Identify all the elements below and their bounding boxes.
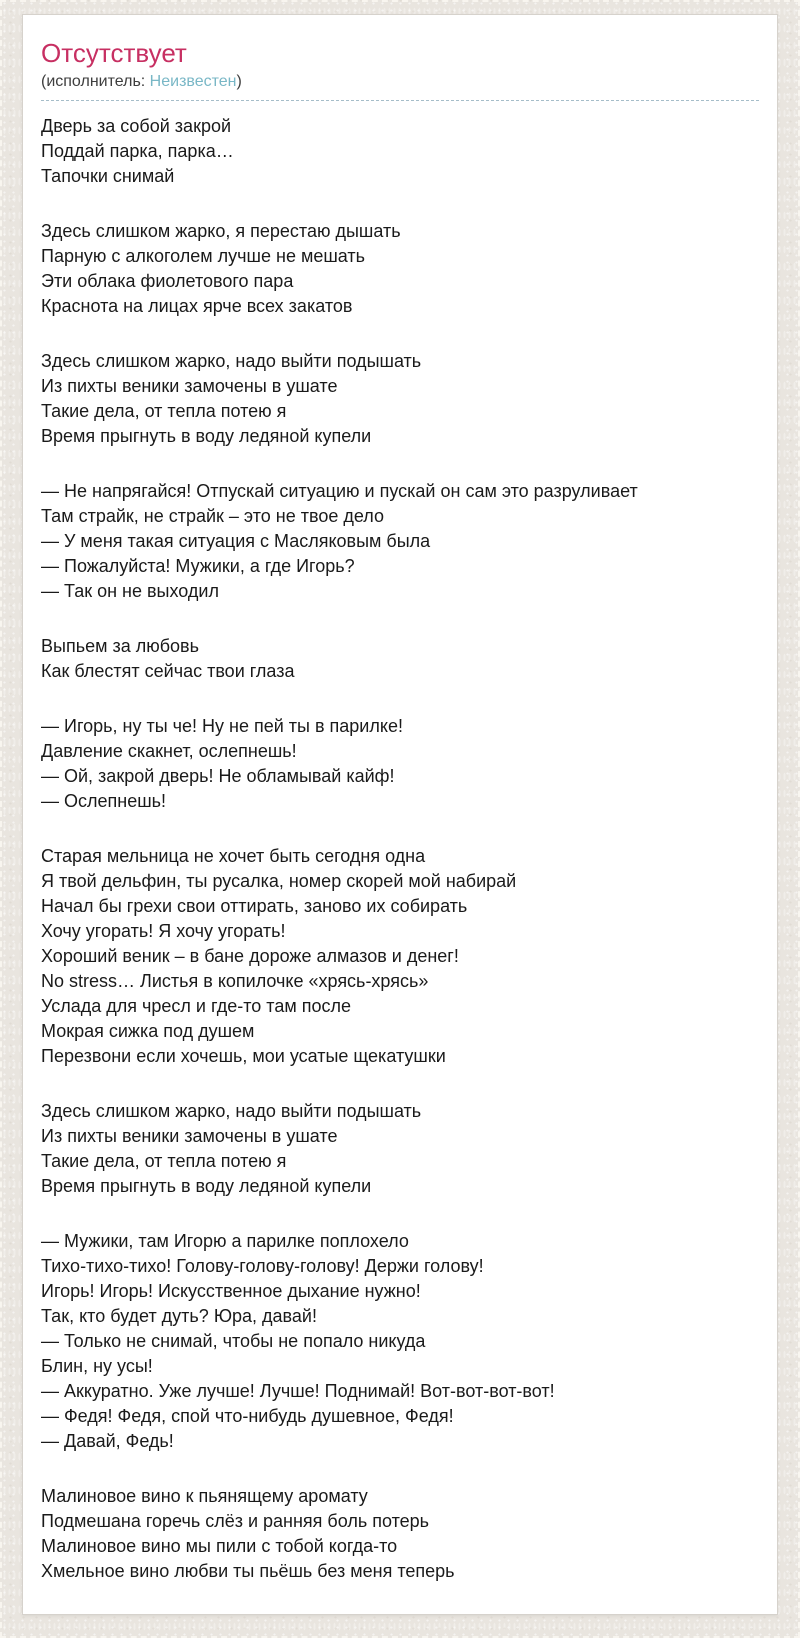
lyric-line: Выпьем за любовь	[41, 636, 199, 656]
lyric-line: Здесь слишком жарко, надо выйти подышать	[41, 1101, 422, 1121]
lyric-line: Малиновое вино мы пили с тобой когда-то	[41, 1536, 398, 1556]
stanza	[41, 714, 759, 814]
lyric-line: Так, кто будет дуть? Юра, давай!	[41, 1306, 317, 1326]
lyric-line: Хороший веник – в бане дороже алмазов и денег!	[41, 946, 459, 966]
lyric-line: Здесь слишком жарко, надо выйти подышать	[41, 351, 422, 371]
stanza	[41, 1099, 759, 1199]
lyric-line: Здесь слишком жарко, я перестаю дышать	[41, 221, 401, 241]
stanza	[41, 219, 759, 319]
lyric-line: Перезвони если хочешь, мои усатые щекатушки	[41, 1046, 446, 1066]
lyric-line: Давление скакнет, ослепнешь!	[41, 741, 297, 761]
lyric-line: Из пихты веники замочены в ушате	[41, 376, 338, 396]
header	[23, 15, 777, 101]
stanza	[41, 479, 759, 604]
artist-link[interactable]: Неизвестен	[149, 73, 237, 90]
lyric-line: — Давай, Федь!	[41, 1431, 174, 1451]
lyric-line: Эти облака фиолетового пара	[41, 271, 294, 291]
lyric-line: — Не напрягайся! Отпускай ситуацию и пускай он сам это разруливает	[41, 481, 638, 501]
lyric-line: Такие дела, от тепла потею я	[41, 1151, 287, 1171]
header-divider	[41, 38, 759, 101]
lyric-line: — Ой, закрой дверь! Не обламывай кайф!	[41, 766, 395, 786]
lyric-line: Поддай парка, парка…	[41, 141, 234, 161]
stanza	[41, 844, 759, 1069]
lyric-line: Краснота на лицах ярче всех закатов	[41, 296, 353, 316]
lyric-line: Блин, ну усы!	[41, 1356, 153, 1376]
lyrics	[23, 101, 777, 1609]
lyric-line: Старая мельница не хочет быть сегодня одна	[41, 846, 426, 866]
lyric-line: — Аккуратно. Уже лучше! Лучше! Поднимай! Вот-вот-вот-вот!	[41, 1381, 555, 1401]
lyric-line: No stress… Листья в копилочке «хрясь-хрясь»	[41, 971, 429, 991]
lyric-line: Тихо-тихо-тихо! Голову-голову-голову! Держи голову!	[41, 1256, 484, 1276]
lyric-line: Как блестят сейчас твои глаза	[41, 661, 295, 681]
stanza	[41, 1229, 759, 1454]
lyric-line: — У меня такая ситуация с Масляковым была	[41, 531, 431, 551]
lyric-line: — Так он не выходил	[41, 581, 219, 601]
lyric-line: Подмешана горечь слёз и ранняя боль потерь	[41, 1511, 430, 1531]
lyric-line: Время прыгнуть в воду ледяной купели	[41, 1176, 372, 1196]
stanza	[41, 349, 759, 449]
lyric-line: Мокрая сижка под душем	[41, 1021, 255, 1041]
stanza	[41, 114, 759, 189]
lyric-line: Там страйк, не страйк – это не твое дело	[41, 506, 384, 526]
lyric-line: Тапочки снимай	[41, 166, 175, 186]
lyric-line: Такие дела, от тепла потею я	[41, 401, 287, 421]
lyric-line: Начал бы грехи свои оттирать, заново их собирать	[41, 896, 468, 916]
song-title: Отсутствует	[41, 38, 187, 68]
lyric-line: Парную с алкоголем лучше не мешать	[41, 246, 366, 266]
lyric-line: Услада для чресл и где-то там после	[41, 996, 351, 1016]
lyrics-card	[22, 14, 778, 1615]
lyric-line: — Только не снимай, чтобы не попало никуда	[41, 1331, 426, 1351]
lyric-line: Из пихты веники замочены в ушате	[41, 1126, 338, 1146]
lyric-line: — Ослепнешь!	[41, 791, 167, 811]
performer-line	[41, 71, 759, 93]
lyric-line: — Игорь, ну ты че! Ну не пей ты в парилке!	[41, 716, 403, 736]
lyric-line: Хмельное вино любви ты пьёшь без меня теперь	[41, 1561, 455, 1581]
lyric-line: — Мужики, там Игорю а парилке поплохело	[41, 1231, 409, 1251]
lyric-line: Время прыгнуть в воду ледяной купели	[41, 426, 372, 446]
lyric-line: Хочу угорать! Я хочу угорать!	[41, 921, 286, 941]
lyric-line: Игорь! Игорь! Искусственное дыхание нужно!	[41, 1281, 421, 1301]
lyric-line: Я твой дельфин, ты русалка, номер скорей мой набирай	[41, 871, 517, 891]
performer-label: (исполнитель:	[41, 73, 150, 90]
stanza	[41, 1484, 759, 1584]
lyric-line: — Пожалуйста! Мужики, а где Игорь?	[41, 556, 355, 576]
lyric-line: Малиновое вино к пьянящему аромату	[41, 1486, 368, 1506]
lyric-line: — Федя! Федя, спой что-нибудь душевное, Федя!	[41, 1406, 454, 1426]
performer-suffix: )	[236, 73, 242, 90]
stanza	[41, 634, 759, 684]
lyric-line: Дверь за собой закрой	[41, 116, 232, 136]
